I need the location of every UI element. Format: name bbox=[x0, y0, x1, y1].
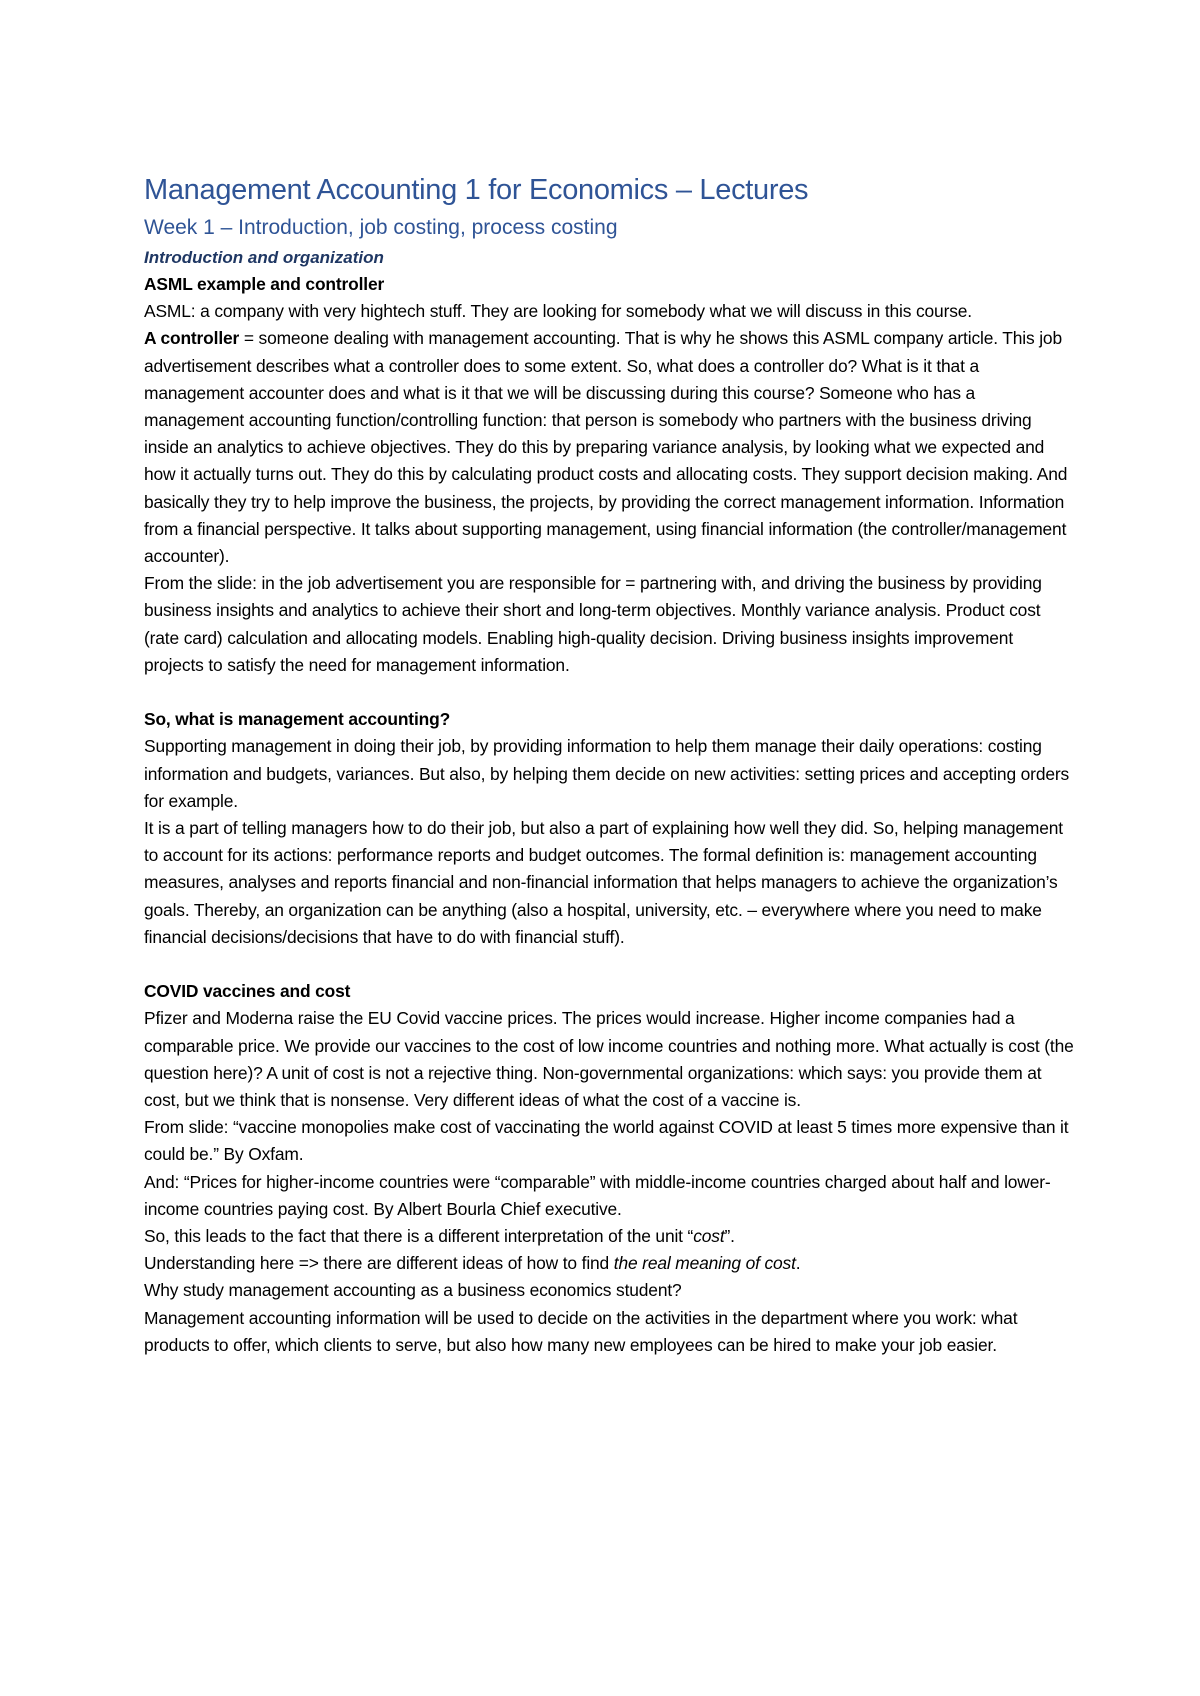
paragraph-text: Understanding here => there are different ideas of how to find bbox=[144, 1253, 614, 1274]
document-title: Management Accounting 1 for Economics – Lectures bbox=[144, 174, 809, 206]
section-heading-management-accounting: So, what is management accounting? bbox=[144, 709, 451, 730]
bold-term: A controller bbox=[144, 328, 240, 349]
paragraph bbox=[144, 1250, 1074, 1277]
paragraph: ASML: a company with very hightech stuff. They are looking for somebody what we will discuss in this course. bbox=[144, 301, 972, 322]
section-heading-asml: ASML example and controller bbox=[144, 274, 385, 294]
blank-line bbox=[144, 951, 1074, 978]
sub-heading: Introduction and organization bbox=[144, 248, 384, 267]
paragraph: Supporting management in doing their job, by providing information to help them manage their daily operations: costing information and budgets, variances. But also, by helping them decide on new activities: setting prices and accepting orders for example. bbox=[144, 736, 1070, 811]
paragraph: And: “Prices for higher-income countries were “comparable” with middle-income countries charged about half and lower-income countries paying cost. By Albert Bourla Chief executive. bbox=[144, 1171, 1051, 1219]
italic-term: the real meaning of cost bbox=[613, 1253, 796, 1274]
document-page bbox=[144, 168, 1074, 1359]
section-heading-covid: COVID vaccines and cost bbox=[144, 981, 351, 1002]
paragraph: Management accounting information will be used to decide on the activities in the department where you work: what products to offer, which clients to serve, but also how many new employees can be hired to make your job easier. bbox=[144, 1307, 1018, 1355]
paragraph: It is a part of telling managers how to do their job, but also a part of explaining how well they did. So, helping management to account for its actions: performance reports and budget outcomes. The formal definition is: management accounting measures, analyses and reports financial and non-financial information that helps managers to achieve the organization’s goals. Thereby, an organization can be anything (also a hospital, university, etc. – everywhere where you need to make financial decisions/decisions that have to do with financial stuff). bbox=[144, 818, 1063, 947]
paragraph: Pfizer and Moderna raise the EU Covid vaccine prices. The prices would increase. Higher income companies had a comparable price. We provide our vaccines to the cost of low income countries and nothing more. What actually is cost (the question here)? A unit of cost is not a rejective thing. Non-governmental organizations: which says: you provide them at cost, but we think that is nonsense. Very different ideas of what the cost of a vaccine is. bbox=[144, 1008, 1074, 1111]
paragraph bbox=[144, 325, 1074, 570]
paragraph-text: . bbox=[795, 1253, 801, 1274]
italic-term: cost bbox=[693, 1226, 725, 1247]
paragraph: From the slide: in the job advertisement you are responsible for = partnering with, and driving the business by providing business insights and analytics to achieve their short and long-term objectives. Monthly variance analysis. Product cost (rate card) calculation and allocating models. Enabling high-quality decision. Driving business insights improvement projects to satisfy the need for management information. bbox=[144, 573, 1042, 675]
week-heading: Week 1 – Introduction, job costing, process costing bbox=[144, 216, 618, 239]
blank-line bbox=[144, 679, 1074, 706]
paragraph: Why study management accounting as a business economics student? bbox=[144, 1280, 682, 1301]
paragraph-text: ”. bbox=[724, 1226, 735, 1247]
paragraph-text: So, this leads to the fact that there is a different interpretation of the unit “ bbox=[144, 1226, 694, 1247]
paragraph-text: = someone dealing with management accounting. That is why he shows this ASML company article. This job advertisement describes what a controller does to some extent. So, what does a controller do? What is it that a management accounter does and what is it that we will be discussing during this course? Someone who has a management accounting function/controlling function: that person is somebody who partners with the business driving inside an analytics to achieve objectives. They do this by preparing variance analysis, by looking what we expected and how it actually turns out. They do this by calculating product costs and allocating costs. They support decision making. And basically they try to help improve the business, the projects, by providing the correct management information. Information from a financial perspective. It talks about supporting management, using financial information (the controller/management accounter). bbox=[144, 328, 1068, 567]
paragraph: From slide: “vaccine monopolies make cost of vaccinating the world against COVID at least 5 times more expensive than it could be.” By Oxfam. bbox=[144, 1117, 1069, 1165]
paragraph bbox=[144, 1223, 1074, 1250]
